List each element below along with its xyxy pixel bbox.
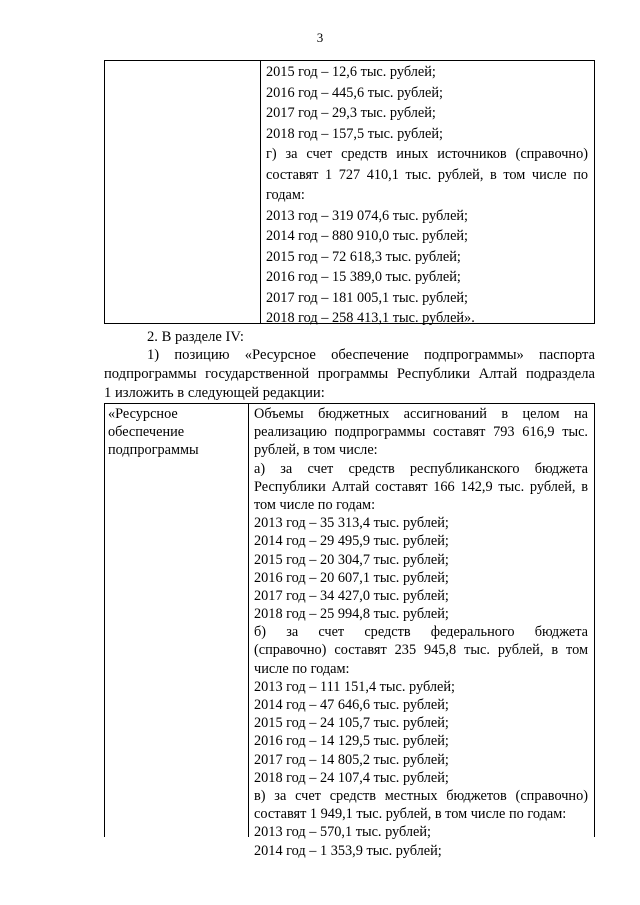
resource-line: б) за счет средств федерального бюджета (254, 624, 588, 641)
funding-details-cell (266, 62, 588, 329)
resource-line: 2017 год – 14 805,2 тыс. рублей; (254, 751, 449, 768)
label-line: «Ресурсное (108, 406, 178, 422)
resource-line: 2018 год – 25 994,8 тыс. рублей; (254, 606, 449, 623)
label-line: подпрограммы (108, 442, 199, 459)
intro-paragraph (104, 346, 595, 403)
resource-line: рублей, в том числе: (254, 442, 378, 459)
column-divider (248, 404, 249, 837)
resource-line: 2013 год – 570,1 тыс. рублей; (254, 824, 432, 841)
resource-line: 2015 год – 24 105,7 тыс. рублей; (254, 715, 449, 732)
resource-line: числе по годам: (254, 660, 350, 677)
resource-line: Объемы бюджетных ассигнований в целом на (254, 406, 588, 422)
resource-table (104, 403, 595, 859)
funding-table-continued (104, 60, 595, 324)
funding-line: 2016 год – 15 389,0 тыс. рублей; (266, 269, 461, 285)
section-heading: 2. В разделе IV: (147, 329, 244, 345)
funding-line: 2018 год – 258 413,1 тыс. рублей». (266, 310, 475, 326)
funding-line: 2015 год – 12,6 тыс. рублей; (266, 64, 436, 80)
funding-line: 2017 год – 181 005,1 тыс. рублей; (266, 289, 469, 306)
funding-line: 2013 год – 319 074,6 тыс. рублей; (266, 207, 469, 224)
funding-line: 2017 год – 29,3 тыс. рублей; (266, 105, 436, 121)
label-line: обеспечение (108, 424, 185, 441)
intro-line: подпрограммы государственной программы Республики Алтай подраздела (104, 366, 595, 382)
column-divider (260, 61, 261, 323)
resource-line: 2013 год – 111 151,4 тыс. рублей; (254, 678, 455, 695)
intro-line: 1 изложить в следующей редакции: (104, 385, 325, 401)
funding-line: годам: (266, 187, 305, 203)
resource-line: 2014 год – 29 495,9 тыс. рублей; (254, 533, 449, 550)
funding-line: 2018 год – 157,5 тыс. рублей; (266, 125, 444, 142)
resource-line: Республики Алтай составят 166 142,9 тыс. рублей, в (254, 478, 588, 495)
funding-line: 2014 год – 880 910,0 тыс. рублей; (266, 228, 469, 244)
resource-line: составят 1 949,1 тыс. рублей, в том числе по годам: (254, 806, 567, 823)
resource-line: 2016 год – 14 129,5 тыс. рублей; (254, 733, 449, 750)
page-number: 3 (316, 30, 324, 45)
resource-line: в) за счет средств местных бюджетов (справочно) (254, 787, 588, 804)
resource-line: том числе по годам: (254, 496, 376, 513)
funding-line: составят 1 727 410,1 тыс. рублей, в том числе по (266, 166, 588, 183)
resource-line: 2018 год – 24 107,4 тыс. рублей; (254, 769, 449, 786)
resource-line: 2013 год – 35 313,4 тыс. рублей; (254, 515, 449, 532)
position-label-cell (108, 405, 244, 460)
resource-line: 2015 год – 20 304,7 тыс. рублей; (254, 551, 449, 568)
funding-line: 2015 год – 72 618,3 тыс. рублей; (266, 248, 461, 265)
resource-line: 2016 год – 20 607,1 тыс. рублей; (254, 569, 449, 586)
resource-details-cell (254, 405, 588, 860)
funding-line: 2016 год – 445,6 тыс. рублей; (266, 84, 444, 101)
resource-line: 2014 год – 47 646,6 тыс. рублей; (254, 697, 449, 713)
resource-line: 2014 год – 1 353,9 тыс. рублей; (254, 842, 442, 859)
intro-line: 1) позицию «Ресурсное обеспечение подпрограммы» паспорта (147, 347, 595, 363)
resource-line: а) за счет средств республиканского бюджета (254, 460, 588, 477)
resource-line: 2017 год – 34 427,0 тыс. рублей; (254, 587, 449, 604)
funding-line: г) за счет средств иных источников (справочно) (266, 146, 588, 162)
resource-line: (справочно) составят 235 945,8 тыс. рублей, в том (254, 642, 588, 659)
resource-line: реализацию подпрограммы составят 793 616,9 тыс. (254, 424, 588, 441)
